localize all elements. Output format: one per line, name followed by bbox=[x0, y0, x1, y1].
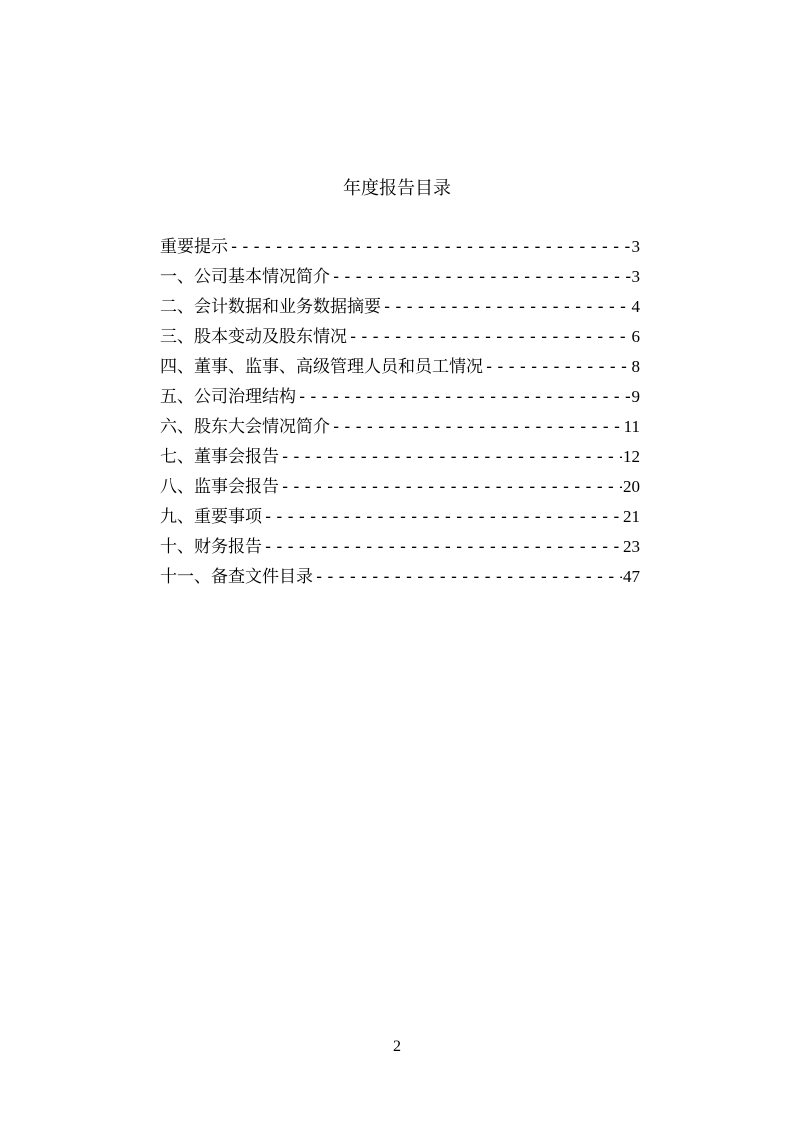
toc-leader bbox=[280, 442, 622, 472]
toc-item-label: 五、公司治理结构 bbox=[160, 387, 296, 407]
toc-item-page: 6 bbox=[631, 327, 640, 346]
toc-leader bbox=[382, 292, 631, 322]
toc-item-shareholders-meeting[interactable] bbox=[160, 412, 640, 442]
toc-item-label: 九、重要事项 bbox=[160, 507, 262, 527]
toc-item-label: 十、财务报告 bbox=[160, 537, 262, 557]
toc-item-label: 四、董事、监事、高级管理人员和员工情况 bbox=[160, 357, 483, 377]
toc-item-major-matters[interactable] bbox=[160, 502, 640, 532]
toc-leader bbox=[484, 352, 631, 382]
toc-item-share-capital[interactable] bbox=[160, 322, 640, 352]
toc-leader bbox=[314, 562, 622, 592]
toc-item-directors-staff[interactable] bbox=[160, 352, 640, 382]
toc-item-label: 三、股本变动及股东情况 bbox=[160, 327, 347, 347]
toc-item-important-notice[interactable] bbox=[160, 232, 640, 262]
toc-item-label: 七、董事会报告 bbox=[160, 447, 279, 467]
toc-item-label: 八、监事会报告 bbox=[160, 477, 279, 497]
toc-item-company-profile[interactable] bbox=[160, 262, 640, 292]
toc-item-page: 3 bbox=[631, 267, 640, 286]
toc-item-page: 8 bbox=[631, 357, 640, 376]
toc-item-label: 重要提示 bbox=[160, 237, 228, 257]
toc-item-label: 六、股东大会情况简介 bbox=[160, 417, 330, 437]
page-number: 2 bbox=[393, 1038, 401, 1055]
toc-item-board-report[interactable] bbox=[160, 442, 640, 472]
toc-item-page: 23 bbox=[623, 537, 640, 556]
toc-item-page: 12 bbox=[623, 447, 640, 466]
toc-leader bbox=[331, 412, 623, 442]
toc-item-label: 一、公司基本情况简介 bbox=[160, 267, 330, 287]
toc-leader bbox=[297, 382, 631, 412]
toc-leader bbox=[331, 262, 631, 292]
toc-item-page: 4 bbox=[631, 297, 640, 316]
toc-item-page: 11 bbox=[623, 417, 640, 436]
toc-item-label: 十一、备查文件目录 bbox=[160, 567, 313, 587]
toc-item-label: 二、会计数据和业务数据摘要 bbox=[160, 297, 381, 317]
toc-item-reference-documents[interactable] bbox=[160, 562, 640, 592]
toc-item-supervisory-report[interactable] bbox=[160, 472, 640, 502]
toc-leader bbox=[229, 232, 631, 262]
page-title: 年度报告目录 bbox=[343, 178, 451, 199]
toc-item-page: 47 bbox=[623, 567, 640, 586]
toc-leader bbox=[263, 502, 622, 532]
toc-item-page: 9 bbox=[631, 387, 640, 406]
toc-item-accounting-data[interactable] bbox=[160, 292, 640, 322]
toc-item-page: 20 bbox=[623, 477, 640, 496]
table-of-contents bbox=[160, 232, 640, 592]
toc-leader bbox=[348, 322, 631, 352]
toc-item-page: 3 bbox=[631, 237, 640, 256]
toc-item-governance[interactable] bbox=[160, 382, 640, 412]
toc-leader bbox=[280, 472, 622, 502]
toc-item-financial-report[interactable] bbox=[160, 532, 640, 562]
toc-item-page: 21 bbox=[623, 507, 640, 526]
toc-leader bbox=[263, 532, 622, 562]
